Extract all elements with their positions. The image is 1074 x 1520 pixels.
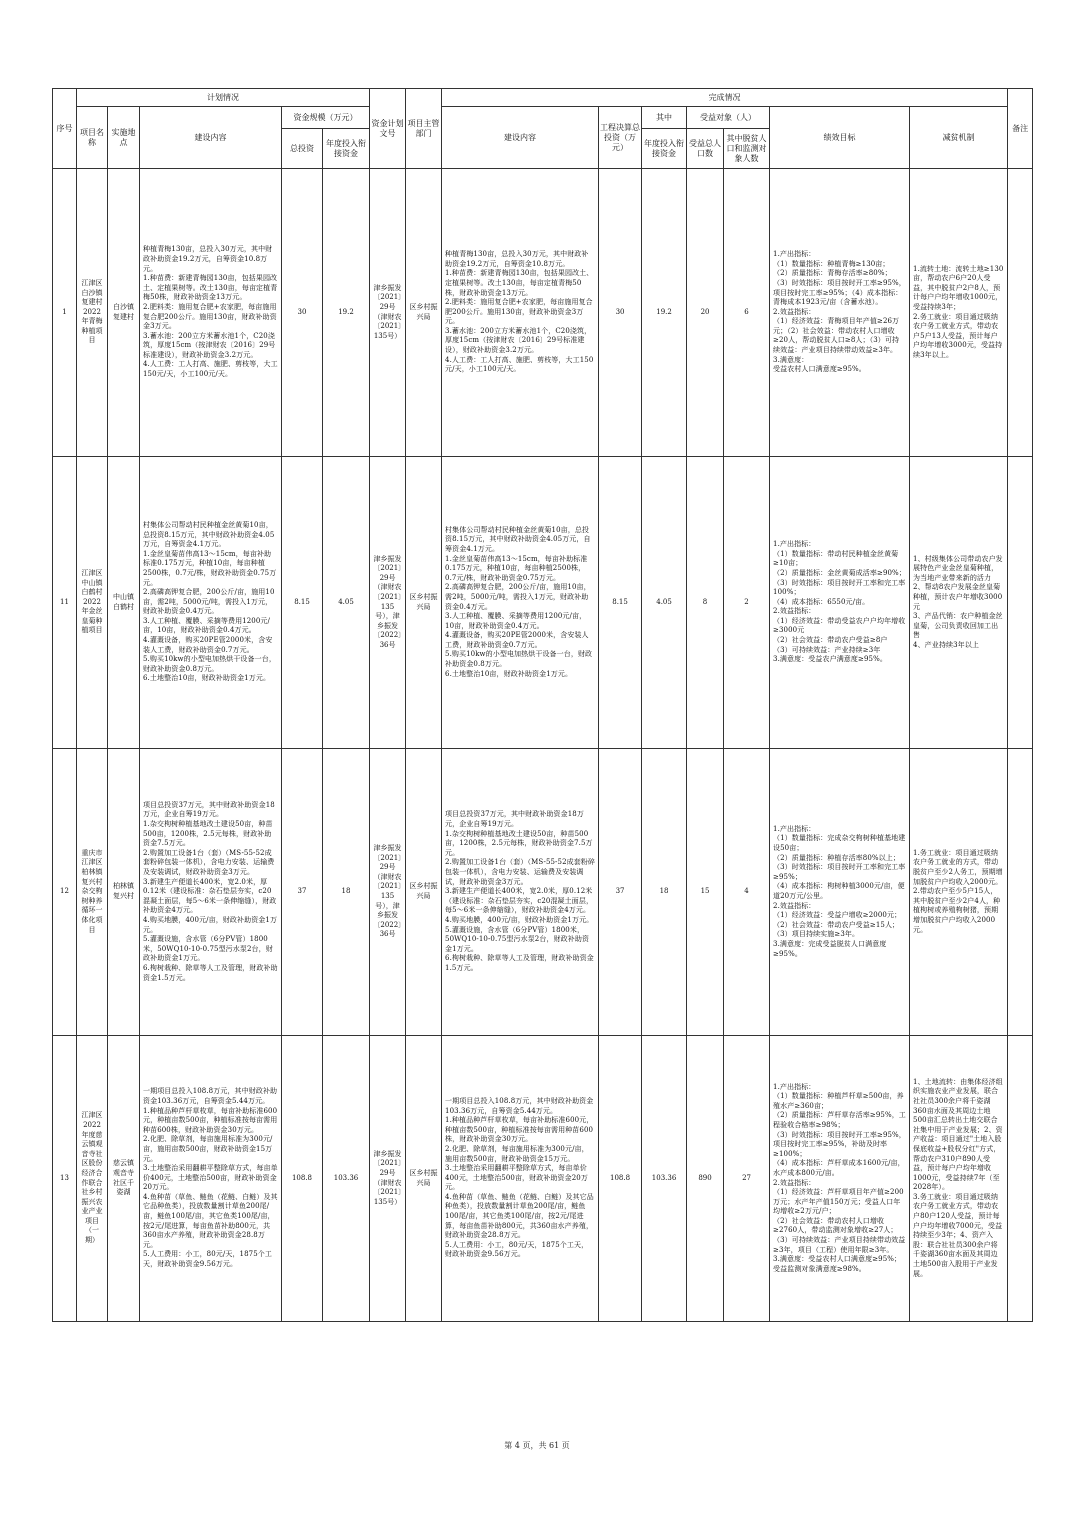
cell-location: 柏林镇复兴村 — [108, 749, 140, 1036]
table-header — [53, 89, 1033, 169]
cell-plan-doc: 津乡振发〔2021〕29号（津财农〔2021〕135号） — [370, 1036, 406, 1322]
table-body — [53, 169, 1033, 1322]
cell-remark — [1008, 457, 1033, 749]
header-seq: 序号 — [53, 89, 77, 169]
cell-annual-fund: 19.2 — [323, 169, 370, 457]
header-project-name: 项目名称 — [77, 107, 108, 169]
cell-benef-total: 8 — [687, 457, 724, 749]
cell-seq: 13 — [53, 1036, 77, 1322]
cell-plan-doc: 津乡振发〔2021〕29号（津财农〔2021〕135号），津乡振发〔2022〕36号 — [370, 457, 406, 749]
cell-done-content: 村集体公司帮动村民种植金丝黄菊10亩，总投资8.15万元，其中财政补助资金4.05万元，自筹资金4.1万元。 1.金丝皇菊苗伟高13～15cm，每亩补助标准0.175万元，种植10亩，每亩种植2500株，0.7元/株，财政补助资金0.75万元。 2.高磷高钾复合肥，200公斤/亩，施用10亩，需2吨，5000元/吨，需投入1万元，财政补助资金0.4万元。 3.人工种植、覆膜、采摘等费用1200元/亩，10亩，财政补助资金0.4万元。 4.灌溉设备，购买20PE管2000米，含安装人工费，财政补助资金0.7万元。 5.购买10kw的小型电加热烘干设备一台，财政补助资金0.8万元。 6.土地整治10亩，财政补助资金1万元。 — [442, 457, 599, 749]
cell-settle-invest: 37 — [599, 749, 642, 1036]
cell-performance: 1.产出指标： （1）数量指标：带动村民种植金丝黄菊≥10亩； （2）质量指标：金丝黄菊成活率≥90%； （3）时效指标：项目按时开工率和完工率100%； （4）成本指标：6550元/亩。 2.效益指标： （1）经济效益：带动受益农户户均年增收≥3000元 （2）社会效益：带动农户受益≥8户 （3）可持续效益：产业持续≥3年 3.满意度：受益农户满意度≥95%。 — [770, 457, 910, 749]
cell-project-name: 江津区2022年度慈云镇观音寺社区股份经济合作联合社乡村振兴农业产业项目（一期） — [77, 1036, 108, 1322]
header-beneficiaries: 受益对象（人） — [687, 107, 770, 129]
cell-benef-total: 20 — [687, 169, 724, 457]
cell-mechanism: 1、土地流转：由集体经济组织实施农业产业发展，联合社社员300余户将千姿湖360亩水面及其周边土地500亩汇总转出土地交联合社集中用于产业发展；2、资产收益：项目通过"土地入股保底收益+股权分红"方式，帮动农户310户890人受益，预计每户户均年增收1000元，受益持续7年（至2028年）。 3.务工就业：项目通过吸纳农户务工就业方式，带动农户80户120人受益，预计每户户均年增收7000元，受益持续至少3年；4、资产入股：联合社社员300余户将千姿湖360亩水面及其周边土地500亩入股用于产业发展。 — [910, 1036, 1008, 1322]
header-content: 建设内容 — [140, 107, 282, 169]
cell-plan-content: 一期项目总投入108.8万元，其中财政补助资金103.36万元，自筹资金5.44万元。 1.种植品种芦杆草枚草，每亩补助标准600元，种植亩数500亩，种植标准按每亩需用种苗600株，财政补助资金30万元。 2.化肥、除草剂，每亩施用标准为300元/亩，施用亩数500亩，财政补助资金15万元。 3.土地整治采用翻耕平整除草方式，每亩单价400元，土地整治500亩，财政补助资金20万元。 4.鱼种苗（草鱼、鲢鱼（花鲢、白鲢）及其它品种鱼类），投放数量割计草鱼200尾/亩，鲢鱼100尾/亩，其它鱼类100尾/亩，按2元/尾进算，每亩鱼苗补助800元，共360亩水产养殖，财政补助资金28.8万元。 5.人工费用：小工，80元/天，1875个工天，财政补助资金9.56万元。 — [140, 1036, 282, 1322]
cell-total-invest: 37 — [282, 749, 323, 1036]
cell-location: 中山镇白鹤村 — [108, 457, 140, 749]
cell-annual-fund: 4.05 — [323, 457, 370, 749]
cell-location: 白沙镇复建村 — [108, 169, 140, 457]
cell-settle-invest: 8.15 — [599, 457, 642, 749]
table-row — [53, 749, 1033, 1036]
table-row — [53, 169, 1033, 457]
cell-done-annual: 103.36 — [642, 1036, 687, 1322]
cell-remark — [1008, 749, 1033, 1036]
header-plan-group: 计划情况 — [77, 89, 370, 107]
header-plan-doc: 资金计划文号 — [370, 89, 406, 169]
cell-annual-fund: 103.36 — [323, 1036, 370, 1322]
header-location: 实施地点 — [108, 107, 140, 169]
cell-total-invest: 30 — [282, 169, 323, 457]
cell-project-name: 重庆市江津区柏林镇复兴村杂交枸树种养循环一体化项目 — [77, 749, 108, 1036]
header-fund-scale: 资金规模（万元） — [282, 107, 370, 129]
cell-performance: 1.产出指标： （1）数量指标：完成杂交枸树种植基地建设50亩； （2）质量指标：种植存活率80%以上； （3）时效指标：项目按时开工率和完工率≥95%； （4）成本指标：枸树种植3000元/亩，便道20万元/公里。 2.效益指标： （1）经济效益：受益户增收≥2000元； （2）社会效益：带动农户受益≥15人； （3）项目持续实施≥3年。 3.满意度：完成受益脱贫人口满意度≥95%。 — [770, 749, 910, 1036]
header-settle-invest: 工程决算总投资（万元） — [599, 107, 642, 169]
cell-total-invest: 8.15 — [282, 457, 323, 749]
cell-remark — [1008, 169, 1033, 457]
cell-dept: 区乡村振兴局 — [406, 457, 442, 749]
header-dept: 项目主管部门 — [406, 89, 442, 169]
header-performance: 绩效目标 — [770, 107, 910, 169]
cell-benef-poor: 6 — [724, 169, 770, 457]
header-among: 其中 — [642, 107, 687, 129]
table-row — [53, 457, 1033, 749]
cell-plan-doc: 津乡振发〔2021〕29号（津财农〔2021〕135号），津乡振发〔2022〕36号 — [370, 749, 406, 1036]
cell-total-invest: 108.8 — [282, 1036, 323, 1322]
cell-dept: 区乡村振兴局 — [406, 169, 442, 457]
cell-plan-content: 村集体公司帮动村民种植金丝黄菊10亩，总投资8.15万元，其中财政补助资金4.05万元，自筹资金4.1万元。 1.金丝皇菊苗伟高13～15cm，每亩补助标准0.175万元，种植10亩，每亩种植2500株，0.7元/株，财政补助资金0.75万元。 2.高磷高钾复合肥，200公斤/亩，施用10亩，需2吨，5000元/吨，需投入1万元，财政补助资金0.4万元。 3.人工种植、覆膜、采摘等费用1200元/亩，10亩，财政补助资金0.4万元。 4.灌溉设备，购买20PE管2000米，含安装人工费，财政补助资金0.7万元。 5.购买10kw的小型电加热烘干设备一台，财政补助资金0.8万元。 6.土地整治10亩，财政补助资金1万元。 — [140, 457, 282, 749]
cell-project-name: 江津区中山镇白鹤村2022年金丝皇菊种植项目 — [77, 457, 108, 749]
cell-dept: 区乡村振兴局 — [406, 1036, 442, 1322]
header-done-annual: 年度投入衔接资金 — [642, 129, 687, 169]
cell-benef-poor: 27 — [724, 1036, 770, 1322]
cell-seq: 11 — [53, 457, 77, 749]
cell-project-name: 江津区白沙镇复建村2022年青梅种植项目 — [77, 169, 108, 457]
cell-benef-poor: 2 — [724, 457, 770, 749]
cell-plan-content: 项目总投资37万元，其中财政补助资金18万元，企业自筹19万元。 1.杂交枸树种植基地改土建设50亩，种苗500亩，1200株，2.5元每株，财政补助资金7.5万元。 2.购置加工设备1台（套）（MS-55-52成套粉碎包装一体机），含电力安装、运输费及安装调试，财政补助资金3万元。 3.新建生产便道长400米，宽2.0米，厚0.12米（建设标准：杂石垫层夯实，c20混凝土面层，每5～6米一条伸缩缝），财政补助资金4万元。 4.购买地膜，400元/亩，财政补助资金1万元。 5.灌溉设施，含水管（6分PV管）1800米，50WQ10-10-0.75型污水泵2台，财政补助资金1万元。 6.枸树栽种、除草等人工及管理，财政补助资金1.5万元。 — [140, 749, 282, 1036]
header-mechanism: 减贫机制 — [910, 107, 1008, 169]
cell-annual-fund: 18 — [323, 749, 370, 1036]
cell-mechanism: 1、村级集体公司带动农户发展特色产业金丝皇菊种植，为当地产业带来新的活力 2、帮动8农户发展金丝皇菊种植，预计农户年增收3000元 3、产品代销：农户种植金丝皇菊，公司负责收回加工出售 4、产业持续3年以上 — [910, 457, 1008, 749]
cell-settle-invest: 108.8 — [599, 1036, 642, 1322]
cell-performance: 1.产出指标： （1）数量指标：种植青梅≥130亩； （2）质量指标：青梅存活率≥80%； （3）时效指标：项目按时开工率≥95%，项目按时完工率≥95%；（4）成本指标：青梅成本1923元/亩（含蓄水池）。 2.效益指标： （1）经济效益：青梅项目年产值≥26万元；（2）社会效益：带动农村人口增收≥20人，帮动脱贫人口≥8人；（3）可持续效益：产业项目持续带动效益≥3年。 3.满意度： 受益农村人口满意度≥95%。 — [770, 169, 910, 457]
cell-settle-invest: 30 — [599, 169, 642, 457]
cell-done-annual: 19.2 — [642, 169, 687, 457]
header-done-group: 完成情况 — [442, 89, 1008, 107]
cell-mechanism: 1.流转土地：流转土地≥130亩，帮动农户6户20人受益，其中脱贫户2户8人，预计每户户均年增收1000元，受益持续3年； 2.务工就业：项目通过吸纳农户务工就业方式，带动农户5户13人受益，预计每户户均年增收3000元，受益持续3年以上。 — [910, 169, 1008, 457]
cell-done-content: 一期项目总投入108.8万元，其中财政补助资金103.36万元，自筹资金5.44万元。 1.种植品种芦杆草枚草，每亩补助标准600元，种植亩数500亩，种植标准按每亩需用种苗600株，财政补助资金30万元。 2.化肥、除草剂，每亩施用标准为300元/亩，施用亩数500亩，财政补助资金15万元。 3.土地整治采用翻耕平整除草方式，每亩单价400元，土地整治500亩，财政补助资金20万元。 4.鱼种苗（草鱼、鲢鱼（花鲢、白鲢）及其它品种鱼类），投放数量割计草鱼200尾/亩，鲢鱼100尾/亩，其它鱼类100尾/亩，按2元/尾进算，每亩鱼苗补助800元，共360亩水产养殖，财政补助资金28.8万元。 5.人工费用：小工，80元/天，1875个工天，财政补助资金9.56万元。 — [442, 1036, 599, 1322]
cell-done-annual: 18 — [642, 749, 687, 1036]
cell-performance: 1.产出指标： （1）数量指标：种植芦杆草≥500亩，养殖水产≥360亩； （2）质量指标：芦杆草存活率≥95%，工程验收合格率≥98%； （3）时效指标：项目按时开工率≥95%，项目按时完工率≥95%，补助及时率≥100%； （4）成本指标：芦杆草成本1600元/亩，水产成本800元/亩。 2.效益指标： （1）经济效益：芦杆草项目年产值≥200万元；水产年产值150万元；受益人口年均增收≥2万元/户； （2）社会效益：带动农村人口增收≥2760人，带动监测对象增收≥27人； （3）可持续效益：产业项目持续带动效益≥3年，项目（工程）使用年限≥3年。 3.满意度：受益农村人口满意度≥95%；受益监测对象满意度≥98%。 — [770, 1036, 910, 1322]
cell-mechanism: 1.务工就业：项目通过吸纳农户务工就业的方式，带动脱贫户至少2人务工，预期增加脱贫户户均收入2000元。 2.带动农户至少5户15人，其中脱贫户至少2户4人，种植枸树或养殖枸树猪，预期增加脱贫户户均收入2000元。 — [910, 749, 1008, 1036]
cell-benef-total: 890 — [687, 1036, 724, 1322]
cell-dept: 区乡村振兴局 — [406, 749, 442, 1036]
cell-remark — [1008, 1036, 1033, 1322]
cell-seq: 12 — [53, 749, 77, 1036]
cell-done-content: 种植青梅130亩，总投入30万元，其中财政补助资金19.2万元，自筹资金10.8万元。 1.种苗费：新建青梅园130亩，包括果园改土、定植果树等。改土130亩，每亩定植青梅50株，财政补助资金13万元。 2.肥料类：施用复合肥+农家肥，每亩施用复合肥200公斤。施用130亩，财政补助资金3万元。 3.蓄水池：200立方米蓄水池1个，C20浇筑，厚度15cm（按津财农〔2016〕29号标准建设），财政补助资金3.2万元。 4.人工费：工人打高、施肥、剪枝等，大工150元/天，小工100元/天。 — [442, 169, 599, 457]
cell-location: 慈云镇观音寺社区千姿湖 — [108, 1036, 140, 1322]
cell-seq: 1 — [53, 169, 77, 457]
header-benef-poor: 其中脱贫人口和监测对象人数 — [724, 129, 770, 169]
table-row — [53, 1036, 1033, 1322]
cell-benef-poor: 4 — [724, 749, 770, 1036]
header-done-content: 建设内容 — [442, 107, 599, 169]
project-table — [52, 88, 1033, 1322]
cell-plan-doc: 津乡振发〔2021〕29号（津财农〔2021〕135号） — [370, 169, 406, 457]
cell-done-annual: 4.05 — [642, 457, 687, 749]
header-remark: 备注 — [1008, 89, 1033, 169]
cell-plan-content: 种植青梅130亩，总投入30万元，其中财政补助资金19.2万元，自筹资金10.8万元。 1.种苗费：新建青梅园130亩，包括果园改土、定植果树等。改土130亩，每亩定植青梅50株，财政补助资金13万元。 2.肥料类：施用复合肥+农家肥，每亩施用复合肥200公斤。施用130亩，财政补助资金3万元。 3.蓄水池：200立方米蓄水池1个，C20浇筑，厚度15cm（按津财农〔2016〕29号标准建设），财政补助资金3.2万元。 4.人工费：工人打高、施肥、剪枝等，大工150元/天，小工100元/天。 — [140, 169, 282, 457]
header-benef-total: 受益总人口数 — [687, 129, 724, 169]
cell-done-content: 项目总投资37万元，其中财政补助资金18万元，企业自筹19万元。 1.杂交枸树种植基地改土建设50亩，种苗500亩，1200株，2.5元每株，财政补助资金7.5万元。 2.购置加工设备1台（套）（MS-55-52成套粉碎包装一体机），含电力安装、运输费及安装调试，财政补助资金3万元。 3.新建生产便道长400米，宽2.0米，厚0.12米（建设标准：杂石垫层夯实，c20混凝土面层，每5～6米一条伸缩缝），财政补助资金4万元。 4.购买地膜，400元/亩，财政补助资金1万元。 5.灌溉设施，含水管（6分PV管）1800米，50WQ10-10-0.75型污水泵2台，财政补助资金1万元。 6.枸树栽种、除草等人工及管理，财政补助资金1.5万元。 — [442, 749, 599, 1036]
header-annual-fund: 年度投入衔接资金 — [323, 129, 370, 169]
cell-benef-total: 15 — [687, 749, 724, 1036]
page-number: 第 4 页，共 61 页 — [504, 1441, 570, 1450]
header-total-invest: 总投资 — [282, 129, 323, 169]
